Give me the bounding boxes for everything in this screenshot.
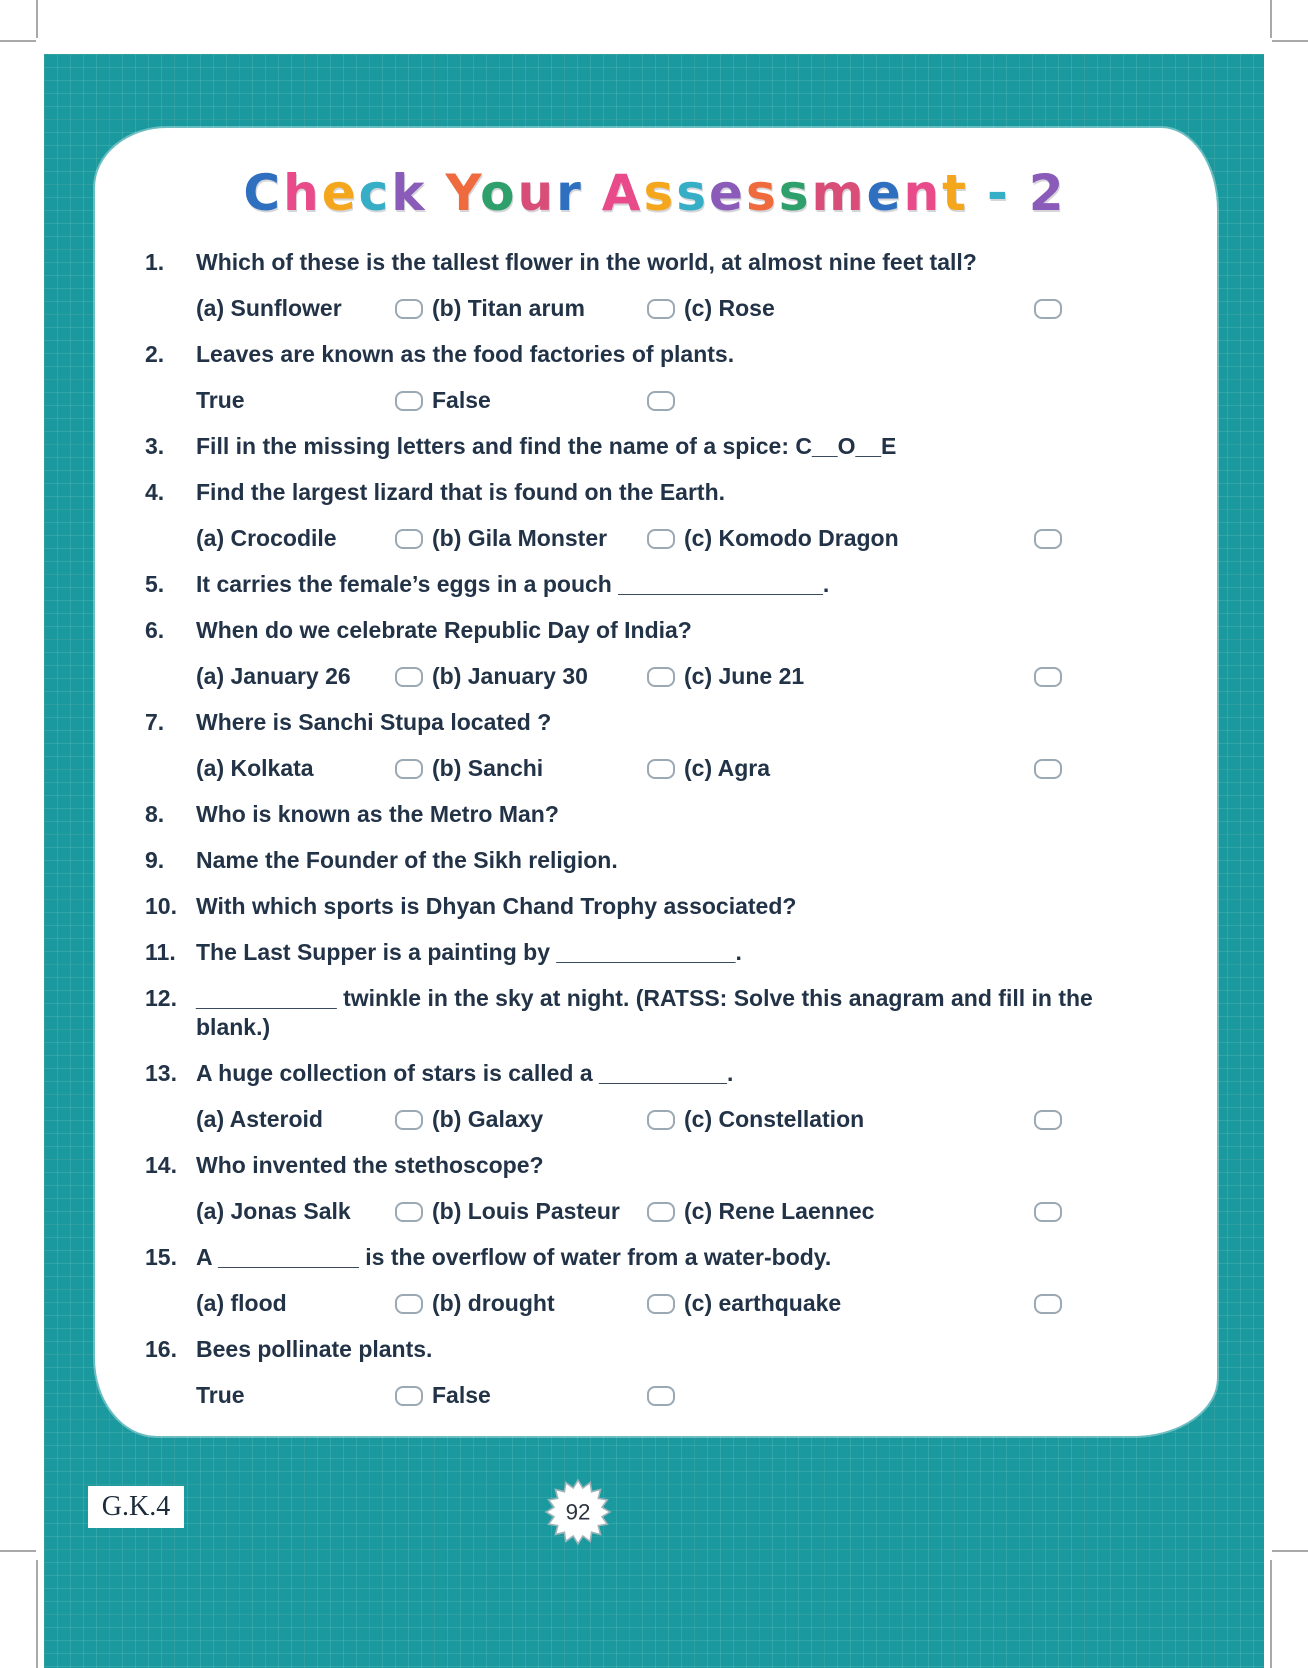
question-row <box>145 1335 1165 1364</box>
answer-checkbox[interactable] <box>395 1386 423 1406</box>
answer-checkbox[interactable] <box>1034 529 1062 549</box>
question <box>145 846 1165 875</box>
question-number: 11. <box>145 939 176 965</box>
option-label: (c) Agra <box>684 755 771 781</box>
crop-mark <box>1272 1550 1308 1552</box>
page-number: 92 <box>565 1499 591 1525</box>
question-number: 8. <box>145 801 165 827</box>
question-text: A huge collection of stars is called a __________. <box>196 1060 734 1086</box>
starburst-icon <box>544 1478 612 1546</box>
answer-checkbox[interactable] <box>1034 1294 1062 1314</box>
crop-mark <box>0 1550 36 1552</box>
question-text: Leaves are known as the food factories of plants. <box>196 341 735 367</box>
question-row <box>145 984 1165 1042</box>
question-row <box>145 570 1165 599</box>
option-label: (c) Rose <box>684 295 775 321</box>
option-label: (a) Sunflower <box>196 295 342 321</box>
question <box>145 892 1165 921</box>
question-row <box>145 478 1165 507</box>
question-text: Find the largest lizard that is found on the Earth. <box>196 479 726 505</box>
question <box>145 616 1165 691</box>
question-number: 14. <box>145 1152 177 1178</box>
question <box>145 1243 1165 1318</box>
option-row <box>196 754 1062 783</box>
option-label: True <box>196 387 245 413</box>
answer-checkbox[interactable] <box>647 1386 675 1406</box>
option-label: False <box>432 387 491 413</box>
question <box>145 432 1165 461</box>
option-label: (a) flood <box>196 1290 287 1316</box>
question-text: ___________ twinkle in the sky at night. (RATSS: Solve this anagram and fill in the blank.) <box>196 985 1093 1040</box>
option-label: False <box>432 1382 491 1408</box>
question-text: The Last Supper is a painting by ______________. <box>196 939 742 965</box>
questions <box>145 248 1165 1410</box>
answer-checkbox[interactable] <box>395 759 423 779</box>
question-number: 1. <box>145 249 165 275</box>
question <box>145 1335 1165 1410</box>
answer-checkbox[interactable] <box>647 299 675 319</box>
question-text: Fill in the missing letters and find the name of a spice: C__O__E <box>196 433 897 459</box>
crop-mark <box>36 1560 38 1668</box>
option-row <box>196 1105 1062 1134</box>
answer-checkbox[interactable] <box>395 1294 423 1314</box>
question-number: 10. <box>145 893 177 919</box>
crop-mark <box>1270 0 1272 38</box>
question <box>145 340 1165 415</box>
question-number: 9. <box>145 847 165 873</box>
question-row <box>145 708 1165 737</box>
answer-checkbox[interactable] <box>395 529 423 549</box>
answer-checkbox[interactable] <box>647 529 675 549</box>
question-text: Name the Founder of the Sikh religion. <box>196 847 618 873</box>
option-row <box>196 1289 1062 1318</box>
question-text: It carries the female’s eggs in a pouch ________________. <box>196 571 830 597</box>
answer-checkbox[interactable] <box>1034 667 1062 687</box>
book-label-text: G.K.4 <box>101 1491 171 1522</box>
option-row <box>196 1197 1062 1226</box>
answer-checkbox[interactable] <box>1034 299 1062 319</box>
option-row <box>196 1381 1062 1410</box>
question <box>145 938 1165 967</box>
question-text: Which of these is the tallest flower in the world, at almost nine feet tall? <box>196 249 977 275</box>
option-label: (c) Constellation <box>684 1106 865 1132</box>
option-label: (b) Galaxy <box>432 1106 544 1132</box>
question <box>145 570 1165 599</box>
answer-checkbox[interactable] <box>647 667 675 687</box>
crop-mark <box>0 40 36 42</box>
answer-checkbox[interactable] <box>647 391 675 411</box>
answer-checkbox[interactable] <box>647 1294 675 1314</box>
answer-checkbox[interactable] <box>647 1202 675 1222</box>
option-label: (b) drought <box>432 1290 555 1316</box>
question-text: When do we celebrate Republic Day of India? <box>196 617 692 643</box>
answer-checkbox[interactable] <box>1034 1202 1062 1222</box>
option-label: (c) earthquake <box>684 1290 842 1316</box>
question-row <box>145 800 1165 829</box>
question-number: 5. <box>145 571 165 597</box>
question <box>145 248 1165 323</box>
question <box>145 708 1165 783</box>
crop-mark <box>1270 1560 1272 1668</box>
question-text: Bees pollinate plants. <box>196 1336 433 1362</box>
option-label: (a) Asteroid <box>196 1106 323 1132</box>
question-row <box>145 1151 1165 1180</box>
answer-checkbox[interactable] <box>1034 759 1062 779</box>
crop-mark <box>1272 40 1308 42</box>
option-label: (b) Louis Pasteur <box>432 1198 620 1224</box>
option-label: (b) Sanchi <box>432 755 544 781</box>
question-row <box>145 1243 1165 1272</box>
question-number: 16. <box>145 1336 177 1362</box>
question-number: 2. <box>145 341 165 367</box>
option-label: True <box>196 1382 245 1408</box>
question <box>145 1151 1165 1226</box>
option-label: (c) Rene Laennec <box>684 1198 875 1224</box>
option-label: (a) January 26 <box>196 663 351 689</box>
question-row <box>145 616 1165 645</box>
option-label: (b) Titan arum <box>432 295 585 321</box>
option-label: (a) Kolkata <box>196 755 314 781</box>
question-row <box>145 846 1165 875</box>
question <box>145 800 1165 829</box>
answer-checkbox[interactable] <box>647 1110 675 1130</box>
question-number: 7. <box>145 709 165 735</box>
answer-checkbox[interactable] <box>1034 1110 1062 1130</box>
option-label: (c) Komodo Dragon <box>684 525 899 551</box>
question-row <box>145 432 1165 461</box>
option-row <box>196 524 1062 553</box>
answer-checkbox[interactable] <box>647 759 675 779</box>
option-label: (b) Gila Monster <box>432 525 608 551</box>
option-row <box>196 386 1062 415</box>
question-text: Where is Sanchi Stupa located ? <box>196 709 552 735</box>
option-row <box>196 662 1062 691</box>
question <box>145 478 1165 553</box>
answer-checkbox[interactable] <box>395 1202 423 1222</box>
question-text: A ___________ is the overflow of water from a water-body. <box>196 1244 832 1270</box>
question-row <box>145 340 1165 369</box>
question <box>145 984 1165 1042</box>
question-text: With which sports is Dhyan Chand Trophy associated? <box>196 893 797 919</box>
question-row <box>145 892 1165 921</box>
question-text: Who invented the stethoscope? <box>196 1152 544 1178</box>
question-number: 4. <box>145 479 165 505</box>
question-row <box>145 938 1165 967</box>
page-number-badge <box>544 1478 612 1546</box>
question-number: 3. <box>145 433 165 459</box>
option-label: (a) Crocodile <box>196 525 337 551</box>
answer-checkbox[interactable] <box>395 667 423 687</box>
option-label: (b) January 30 <box>432 663 588 689</box>
book-label <box>88 1486 184 1528</box>
question <box>145 1059 1165 1134</box>
answer-checkbox[interactable] <box>395 391 423 411</box>
option-row <box>196 294 1062 323</box>
crop-mark <box>36 0 38 38</box>
option-label: (c) June 21 <box>684 663 805 689</box>
question-text: Who is known as the Metro Man? <box>196 801 559 827</box>
question-number: 15. <box>145 1244 177 1270</box>
question-number: 6. <box>145 617 165 643</box>
question-row <box>145 1059 1165 1088</box>
option-label: (a) Jonas Salk <box>196 1198 351 1224</box>
answer-checkbox[interactable] <box>395 299 423 319</box>
question-row <box>145 248 1165 277</box>
question-number: 12. <box>145 985 177 1011</box>
answer-checkbox[interactable] <box>395 1110 423 1130</box>
page-title: Check Your Assessment - 2 <box>243 164 1067 222</box>
question-number: 13. <box>145 1060 177 1086</box>
worksheet-card <box>95 128 1217 1436</box>
